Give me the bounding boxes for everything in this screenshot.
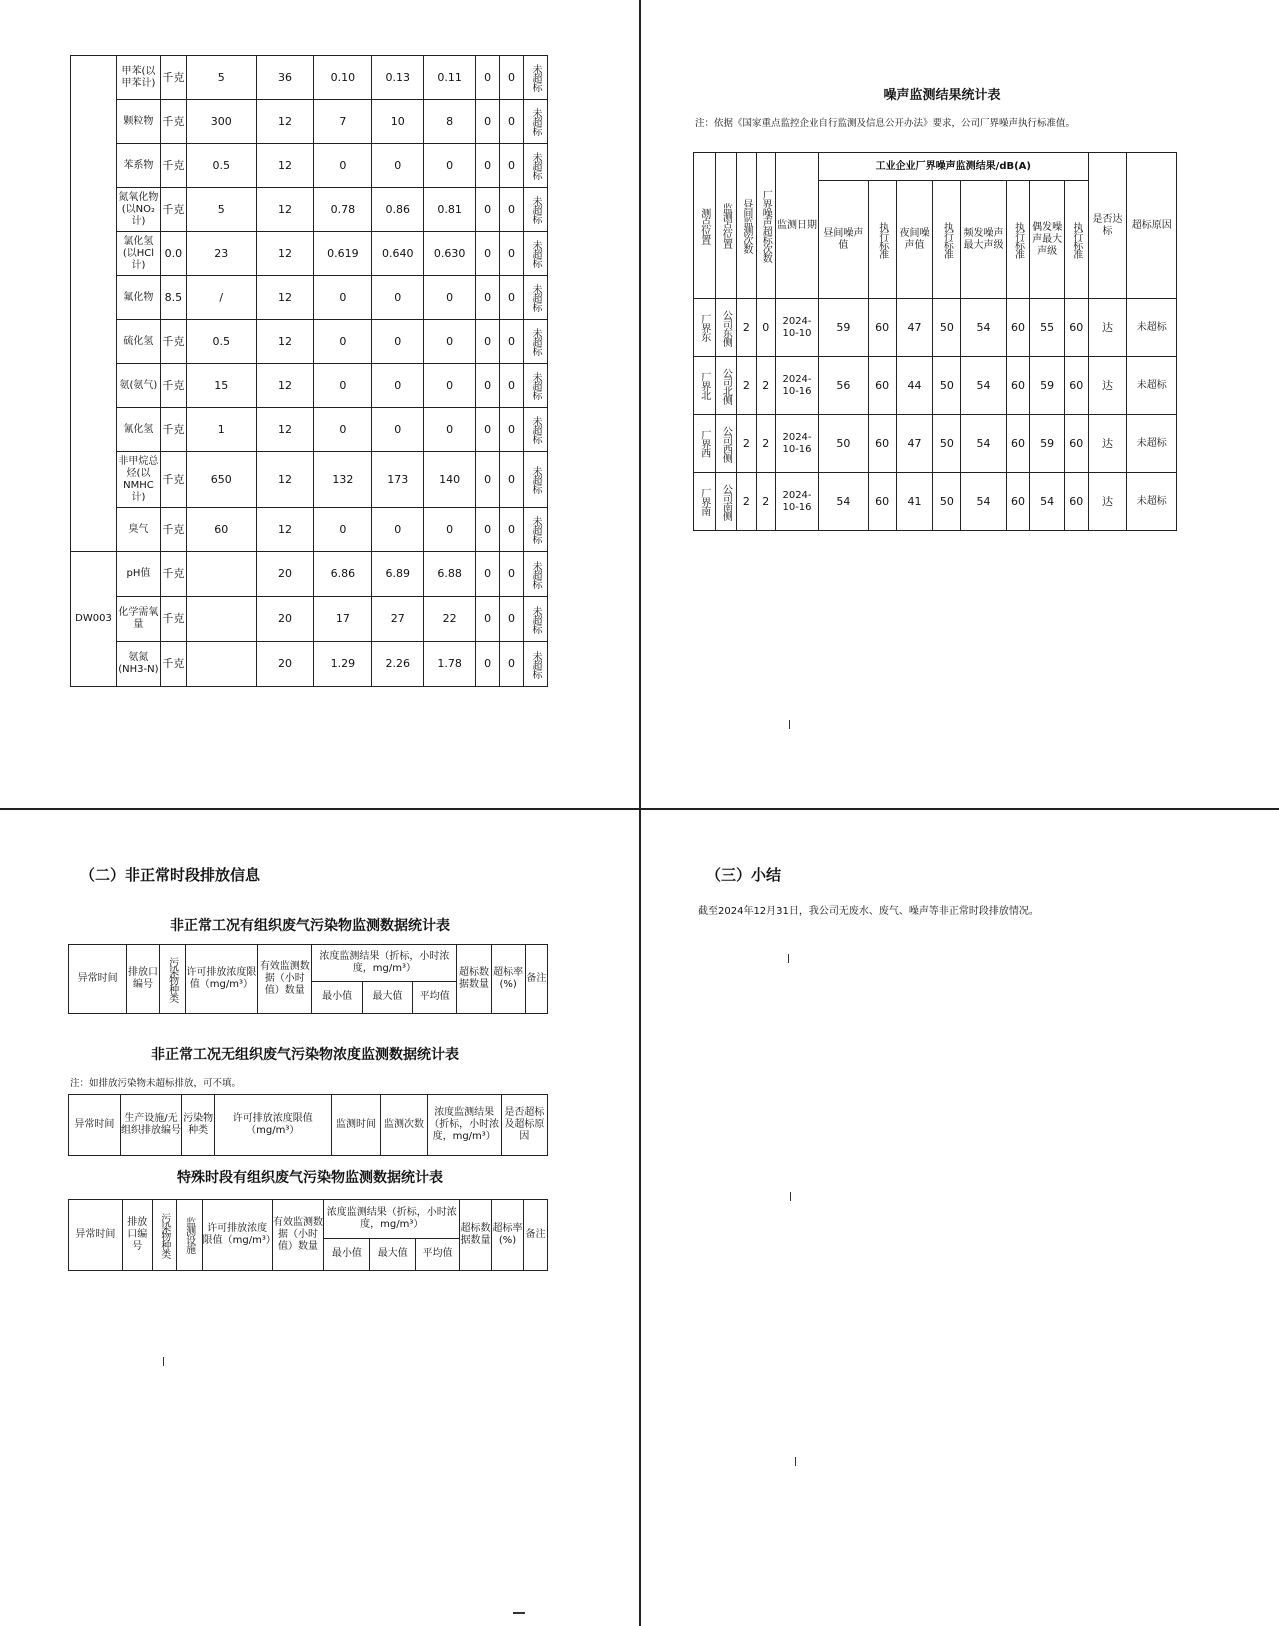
cell-rate: 0	[500, 100, 524, 144]
cell-min: 0	[314, 408, 372, 452]
noise-head-exceed: 厂界噪声超标次数	[756, 153, 775, 299]
cell-unit: 千克	[160, 364, 186, 408]
noise-cell-v3: 47	[896, 299, 933, 357]
noise-cell-a: 厂界东	[694, 299, 716, 357]
cell-exceed: 0	[476, 552, 500, 597]
cell-rate: 0	[500, 232, 524, 276]
t1-head-time: 异常时间	[69, 945, 127, 1014]
section-abnormal-emission: （二）非正常时段排放信息	[80, 866, 261, 884]
cell-avg: 140	[424, 452, 476, 508]
noise-cell-v4: 50	[933, 357, 961, 415]
noise-cell-v1: 56	[819, 357, 869, 415]
noise-cell-b: 公司北侧	[715, 357, 737, 415]
cell-avg: 0.630	[424, 232, 476, 276]
noise-cell-ok: 达	[1088, 357, 1127, 415]
noise-cell-v1: 59	[819, 299, 869, 357]
noise-head-frequent: 频发噪声最大声级	[961, 181, 1006, 299]
noise-cell-v3: 44	[896, 357, 933, 415]
cell-max: 0	[372, 508, 424, 552]
noise-cell-d: 0	[756, 299, 775, 357]
cell-n: 12	[256, 100, 314, 144]
table1-title: 非正常工况有组织废气污染物监测数据统计表	[170, 918, 450, 934]
noise-cell-v2: 60	[868, 299, 896, 357]
noise-cell-b: 公司西侧	[715, 415, 737, 473]
cell-avg: 0	[424, 364, 476, 408]
noise-head-std1: 执行标准	[868, 181, 896, 299]
noise-cell-v2: 60	[868, 357, 896, 415]
noise-cell-c: 2	[737, 415, 756, 473]
cell-limit: 5	[186, 188, 256, 232]
noise-cell-v4: 50	[933, 473, 961, 531]
cell-limit: 60	[186, 508, 256, 552]
table-row	[71, 276, 548, 320]
cell-exceed: 0	[476, 508, 500, 552]
cell-min: 132	[314, 452, 372, 508]
noise-head-std4: 执行标准	[1064, 181, 1088, 299]
cell-name: 氯化氢(以HCl计)	[116, 232, 160, 276]
cell-remark: 未超标	[523, 188, 547, 232]
t3-head-outlet: 排放口编号	[122, 1200, 152, 1271]
cell-min: 0	[314, 508, 372, 552]
cell-min: 17	[314, 597, 372, 642]
page-mark	[513, 1612, 525, 1614]
cell-name: 甲苯(以甲苯计)	[116, 56, 160, 100]
pollutant-monitoring-table	[70, 55, 548, 687]
cell-limit	[186, 552, 256, 597]
cell-min: 0	[314, 144, 372, 188]
cell-rate: 0	[500, 56, 524, 100]
noise-cell-v8: 60	[1064, 473, 1088, 531]
noise-cell-v8: 60	[1064, 299, 1088, 357]
cell-avg: 0	[424, 276, 476, 320]
t3-head-result: 浓度监测结果（折标，小时浓度，mg/m³）	[324, 1200, 460, 1239]
noise-table-note: 注：依据《国家重点监控企业自行监测及信息公开办法》要求，公司厂界噪声执行标准值。	[695, 118, 1076, 129]
table2-title: 非正常工况无组织废气污染物浓度监测数据统计表	[151, 1047, 459, 1063]
cell-n: 12	[256, 364, 314, 408]
noise-cell-c: 2	[737, 473, 756, 531]
page-top-left	[0, 0, 638, 808]
cell-n: 12	[256, 320, 314, 364]
cell-unit: 千克	[160, 56, 186, 100]
cell-limit: 650	[186, 452, 256, 508]
page-mark	[795, 1457, 796, 1466]
noise-cell-date: 2024-10-16	[775, 415, 818, 473]
cell-avg: 0.81	[424, 188, 476, 232]
cell-name: 非甲烷总烃(以NMHC计)	[116, 452, 160, 508]
t1-head-remark: 备注	[525, 945, 547, 1014]
cell-unit: 千克	[160, 100, 186, 144]
cell-min: 6.86	[314, 552, 372, 597]
noise-cell-b: 公司东侧	[715, 299, 737, 357]
page-mark	[789, 720, 790, 729]
noise-head-point: 监测点位置	[715, 153, 737, 299]
cell-rate: 0	[500, 364, 524, 408]
t1-head-min: 最小值	[312, 981, 362, 1013]
table3-title: 特殊时段有组织废气污染物监测数据统计表	[177, 1170, 443, 1186]
noise-cell-v1: 54	[819, 473, 869, 531]
noise-cell-v4: 50	[933, 299, 961, 357]
noise-head-day: 昼间噪声值	[819, 181, 869, 299]
t3-head-remark: 备注	[523, 1200, 547, 1271]
t1-head-pollutant: 污染物种类	[159, 945, 185, 1014]
table-row	[694, 299, 1177, 357]
cell-rate: 0	[500, 144, 524, 188]
table-row	[71, 232, 548, 276]
cell-exceed: 0	[476, 232, 500, 276]
noise-cell-v6: 60	[1006, 415, 1030, 473]
t2-head-exceed: 是否超标及超标原因	[501, 1095, 547, 1156]
cell-min: 0	[314, 276, 372, 320]
cell-rate: 0	[500, 408, 524, 452]
noise-cell-a: 厂界北	[694, 357, 716, 415]
cell-min: 0.10	[314, 56, 372, 100]
t1-head-max: 最大值	[362, 981, 412, 1013]
table-row	[71, 552, 548, 597]
cell-name: 氮氧化物(以NO₂计)	[116, 188, 160, 232]
page-mark	[163, 1357, 164, 1366]
cell-remark: 未超标	[523, 144, 547, 188]
cell-exceed: 0	[476, 276, 500, 320]
cell-max: 0.13	[372, 56, 424, 100]
noise-cell-v2: 60	[868, 473, 896, 531]
noise-cell-d: 2	[756, 415, 775, 473]
noise-table-title: 噪声监测结果统计表	[883, 88, 1001, 103]
table-row	[71, 188, 548, 232]
cell-remark: 未超标	[523, 452, 547, 508]
t1-head-avg: 平均值	[413, 981, 457, 1013]
noise-cell-v6: 60	[1006, 357, 1030, 415]
cell-avg: 6.88	[424, 552, 476, 597]
cell-min: 7	[314, 100, 372, 144]
cell-exceed: 0	[476, 364, 500, 408]
cell-limit: /	[186, 276, 256, 320]
cell-n: 12	[256, 276, 314, 320]
cell-n: 12	[256, 508, 314, 552]
cell-avg: 8	[424, 100, 476, 144]
cell-min: 0	[314, 364, 372, 408]
abnormal-unorganized-table	[68, 1094, 548, 1156]
noise-cell-v8: 60	[1064, 415, 1088, 473]
t2-head-time: 异常时间	[69, 1095, 121, 1156]
page-bottom-left	[0, 812, 638, 1626]
cell-name: 氟化物	[116, 276, 160, 320]
cell-limit: 23	[186, 232, 256, 276]
t2-head-result: 浓度监测结果（折标，小时浓度，mg/m³）	[427, 1095, 501, 1156]
t2-head-pollutant: 污染物种类	[182, 1095, 215, 1156]
cell-avg: 0	[424, 508, 476, 552]
cell-name: 苯系物	[116, 144, 160, 188]
cell-rate: 0	[500, 597, 524, 642]
noise-cell-v2: 60	[868, 415, 896, 473]
table-row	[71, 508, 548, 552]
page-divider-horizontal	[0, 808, 1279, 810]
cell-max: 27	[372, 597, 424, 642]
noise-cell-v6: 60	[1006, 473, 1030, 531]
noise-cell-why: 未超标	[1127, 473, 1177, 531]
cell-unit: 千克	[160, 642, 186, 687]
cell-max: 0	[372, 320, 424, 364]
page-top-right	[642, 0, 1279, 808]
cell-n: 12	[256, 452, 314, 508]
noise-cell-c: 2	[737, 357, 756, 415]
table-row	[71, 320, 548, 364]
cell-name: 氨(氨气)	[116, 364, 160, 408]
noise-cell-v1: 50	[819, 415, 869, 473]
noise-cell-v5: 54	[961, 299, 1006, 357]
t3-head-max: 最大值	[370, 1238, 416, 1270]
t1-head-outlet: 排放口编号	[127, 945, 159, 1014]
cell-limit	[186, 597, 256, 642]
cell-rate: 0	[500, 642, 524, 687]
noise-cell-v5: 54	[961, 357, 1006, 415]
cell-exceed: 0	[476, 188, 500, 232]
noise-head-group: 工业企业厂界噪声监测结果/dB(A)	[819, 153, 1089, 181]
noise-cell-ok: 达	[1088, 415, 1127, 473]
noise-head-reason: 超标原因	[1127, 153, 1177, 299]
table2-note: 注：如排放污染物未超标排放，可不填。	[70, 1078, 242, 1089]
cell-unit: 千克	[160, 552, 186, 597]
cell-avg: 22	[424, 597, 476, 642]
table-row	[71, 597, 548, 642]
noise-head-night: 夜间噪声值	[896, 181, 933, 299]
cell-remark: 未超标	[523, 276, 547, 320]
t1-head-result: 浓度监测结果（折标，小时浓度，mg/m³）	[312, 945, 457, 982]
noise-cell-date: 2024-10-16	[775, 357, 818, 415]
cell-n: 12	[256, 144, 314, 188]
noise-cell-v3: 47	[896, 415, 933, 473]
cell-name: 化学需氧量	[116, 597, 160, 642]
cell-exceed: 0	[476, 642, 500, 687]
cell-avg: 0	[424, 408, 476, 452]
cell-remark: 未超标	[523, 597, 547, 642]
table-row	[71, 56, 548, 100]
cell-exceed: 0	[476, 320, 500, 364]
cell-limit: 5	[186, 56, 256, 100]
noise-cell-c: 2	[737, 299, 756, 357]
cell-exceed: 0	[476, 56, 500, 100]
cell-unit: 0.0	[160, 232, 186, 276]
noise-cell-v5: 54	[961, 415, 1006, 473]
cell-name: pH值	[116, 552, 160, 597]
noise-cell-v7: 59	[1030, 357, 1065, 415]
cell-exceed: 0	[476, 144, 500, 188]
cell-unit: 千克	[160, 188, 186, 232]
noise-cell-v8: 60	[1064, 357, 1088, 415]
cell-max: 10	[372, 100, 424, 144]
cell-remark: 未超标	[523, 364, 547, 408]
cell-remark: 未超标	[523, 100, 547, 144]
page-divider-vertical	[639, 0, 641, 1626]
t3-head-limit: 许可排放浓度限值（mg/m³）	[202, 1200, 272, 1271]
t3-head-time: 异常时间	[69, 1200, 123, 1271]
t3-head-facility: 监测设施	[176, 1200, 202, 1271]
outlet-id-cell: DW003	[71, 552, 117, 687]
noise-cell-ok: 达	[1088, 299, 1127, 357]
section-summary: （三）小结	[706, 866, 782, 884]
cell-n: 12	[256, 188, 314, 232]
abnormal-organized-table	[68, 944, 548, 1014]
cell-avg: 0.11	[424, 56, 476, 100]
table-row	[71, 408, 548, 452]
cell-unit: 千克	[160, 144, 186, 188]
cell-avg: 0	[424, 320, 476, 364]
noise-cell-why: 未超标	[1127, 415, 1177, 473]
page-bottom-right	[642, 812, 1279, 1626]
cell-exceed: 0	[476, 408, 500, 452]
noise-cell-date: 2024-10-16	[775, 473, 818, 531]
t3-head-pollutant: 污染物种类	[152, 1200, 176, 1271]
noise-head-std2: 执行标准	[933, 181, 961, 299]
cell-n: 20	[256, 552, 314, 597]
noise-cell-b: 公司南侧	[715, 473, 737, 531]
cell-max: 0	[372, 364, 424, 408]
cell-avg: 1.78	[424, 642, 476, 687]
noise-cell-a: 厂界南	[694, 473, 716, 531]
t3-head-count: 有效监测数据（小时值）数量	[272, 1200, 324, 1271]
noise-cell-v7: 55	[1030, 299, 1065, 357]
cell-n: 12	[256, 232, 314, 276]
t3-head-exceed: 超标数据数量	[460, 1200, 492, 1271]
cell-max: 173	[372, 452, 424, 508]
page-mark	[788, 954, 789, 963]
cell-min: 1.29	[314, 642, 372, 687]
cell-n: 12	[256, 408, 314, 452]
noise-cell-d: 2	[756, 357, 775, 415]
table-row	[71, 364, 548, 408]
cell-unit: 8.5	[160, 276, 186, 320]
cell-max: 0	[372, 144, 424, 188]
cell-rate: 0	[500, 320, 524, 364]
noise-cell-why: 未超标	[1127, 357, 1177, 415]
cell-unit: 千克	[160, 508, 186, 552]
cell-unit: 千克	[160, 320, 186, 364]
cell-max: 2.26	[372, 642, 424, 687]
noise-cell-v7: 54	[1030, 473, 1065, 531]
table-row	[71, 100, 548, 144]
noise-cell-d: 2	[756, 473, 775, 531]
t1-head-limit: 许可排放浓度限值（mg/m³）	[185, 945, 257, 1014]
cell-name: 氨氮(NH3-N)	[116, 642, 160, 687]
noise-cell-v7: 59	[1030, 415, 1065, 473]
t1-head-exceed: 超标数据数量	[457, 945, 491, 1014]
group-cell	[71, 56, 117, 552]
cell-limit: 15	[186, 364, 256, 408]
cell-remark: 未超标	[523, 642, 547, 687]
noise-cell-v3: 41	[896, 473, 933, 531]
table-row	[694, 357, 1177, 415]
noise-cell-a: 厂界西	[694, 415, 716, 473]
cell-name: 臭气	[116, 508, 160, 552]
cell-name: 硫化氢	[116, 320, 160, 364]
table-row	[71, 642, 548, 687]
cell-rate: 0	[500, 276, 524, 320]
cell-n: 20	[256, 642, 314, 687]
cell-n: 20	[256, 597, 314, 642]
cell-unit: 千克	[160, 597, 186, 642]
t2-head-facility: 生产设施/无组织排放编号	[120, 1095, 181, 1156]
cell-remark: 未超标	[523, 508, 547, 552]
t2-head-count: 监测次数	[381, 1095, 427, 1156]
cell-max: 0	[372, 276, 424, 320]
table-row	[694, 415, 1177, 473]
noise-head-position: 测点位置	[694, 153, 716, 299]
cell-remark: 未超标	[523, 320, 547, 364]
cell-limit: 0.5	[186, 320, 256, 364]
t3-head-min: 最小值	[324, 1238, 370, 1270]
cell-limit: 1	[186, 408, 256, 452]
cell-rate: 0	[500, 508, 524, 552]
cell-remark: 未超标	[523, 232, 547, 276]
t1-head-count: 有效监测数据（小时值）数量	[258, 945, 312, 1014]
t3-head-rate: 超标率(%)	[492, 1200, 524, 1271]
cell-exceed: 0	[476, 597, 500, 642]
page-mark	[790, 1192, 791, 1201]
noise-head-occasional: 偶发噪声最大声级	[1030, 181, 1065, 299]
table-row	[694, 473, 1177, 531]
cell-min: 0	[314, 320, 372, 364]
cell-n: 36	[256, 56, 314, 100]
noise-head-pass: 是否达标	[1088, 153, 1127, 299]
special-period-table	[68, 1199, 548, 1271]
noise-cell-date: 2024-10-10	[775, 299, 818, 357]
cell-limit	[186, 642, 256, 687]
noise-cell-v4: 50	[933, 415, 961, 473]
cell-unit: 千克	[160, 408, 186, 452]
cell-max: 0	[372, 408, 424, 452]
cell-name: 颗粒物	[116, 100, 160, 144]
noise-monitoring-table	[693, 152, 1177, 531]
cell-rate: 0	[500, 452, 524, 508]
cell-unit: 千克	[160, 452, 186, 508]
cell-rate: 0	[500, 552, 524, 597]
cell-min: 0.78	[314, 188, 372, 232]
cell-max: 6.89	[372, 552, 424, 597]
cell-max: 0.640	[372, 232, 424, 276]
table-row	[71, 452, 548, 508]
t3-head-avg: 平均值	[416, 1238, 460, 1270]
cell-exceed: 0	[476, 100, 500, 144]
noise-head-std3: 执行标准	[1006, 181, 1030, 299]
noise-cell-why: 未超标	[1127, 299, 1177, 357]
cell-avg: 0	[424, 144, 476, 188]
cell-rate: 0	[500, 188, 524, 232]
noise-cell-ok: 达	[1088, 473, 1127, 531]
summary-text: 截至2024年12月31日，我公司无废水、废气、噪声等非正常时段排放情况。	[698, 906, 1039, 917]
cell-min: 0.619	[314, 232, 372, 276]
cell-limit: 0.5	[186, 144, 256, 188]
noise-cell-v5: 54	[961, 473, 1006, 531]
cell-exceed: 0	[476, 452, 500, 508]
noise-head-date: 监测日期	[775, 153, 818, 299]
cell-remark: 未超标	[523, 552, 547, 597]
cell-remark: 未超标	[523, 408, 547, 452]
t2-head-time2: 监测时间	[331, 1095, 381, 1156]
t1-head-rate: 超标率(%)	[491, 945, 525, 1014]
noise-head-count: 昼间监测次数	[737, 153, 756, 299]
noise-cell-v6: 60	[1006, 299, 1030, 357]
cell-max: 0.86	[372, 188, 424, 232]
t2-head-limit: 许可排放浓度限值（mg/m³）	[214, 1095, 331, 1156]
cell-limit: 300	[186, 100, 256, 144]
cell-name: 氰化氢	[116, 408, 160, 452]
table-row	[71, 144, 548, 188]
cell-remark: 未超标	[523, 56, 547, 100]
